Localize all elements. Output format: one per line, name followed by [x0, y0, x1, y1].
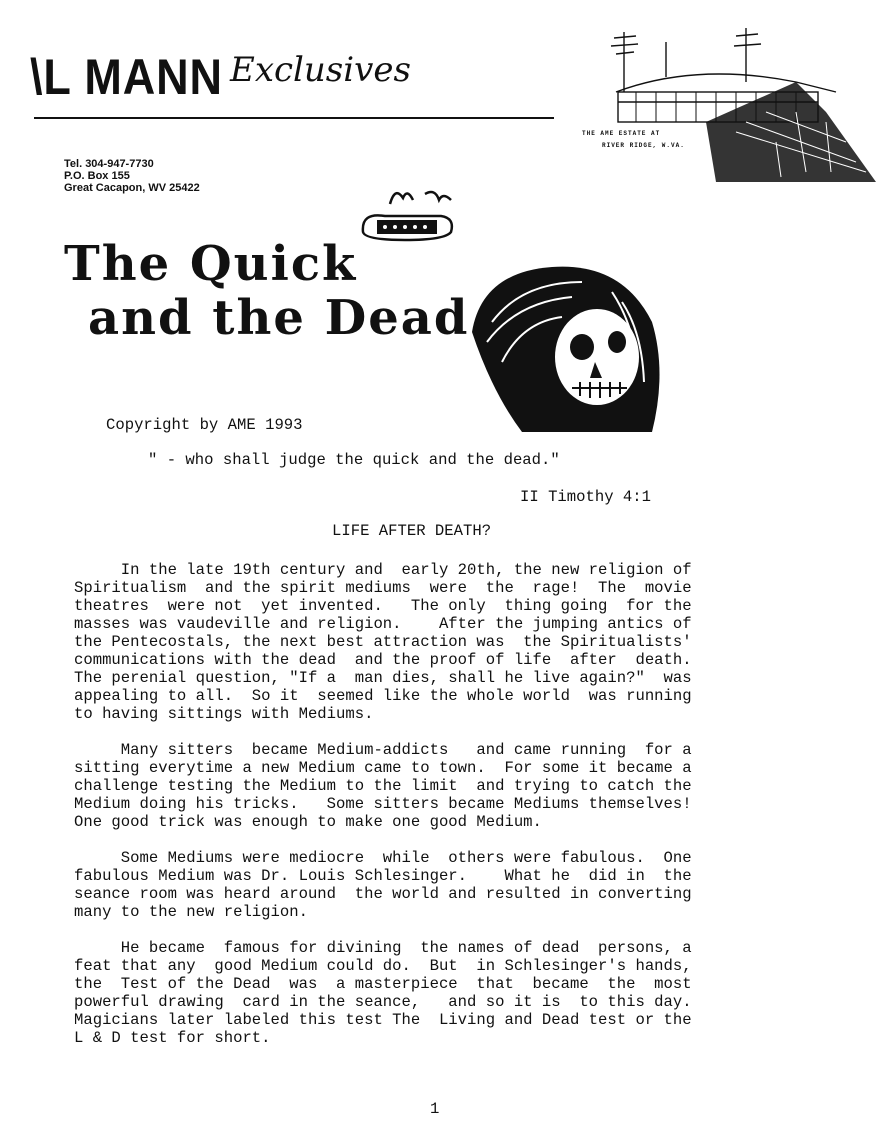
body-line: Some Mediums were mediocre while others were fabulous. One: [74, 849, 692, 867]
brand-script: Exclusives: [230, 50, 411, 90]
hand-ornament: [355, 182, 455, 252]
body-line: appealing to all. So it seemed like the whole world was running: [74, 687, 692, 705]
body-line: feat that any good Medium could do. But in Schlesinger's hands,: [74, 957, 692, 975]
section-heading: LIFE AFTER DEATH?: [332, 522, 492, 540]
body-line: many to the new religion.: [74, 903, 308, 921]
body-line: Many sitters became Medium-addicts and came running for a: [74, 741, 692, 759]
title-line-1: The Quick: [64, 236, 358, 292]
body-line: L & D test for short.: [74, 1029, 271, 1047]
contact-po-box: P.O. Box 155: [64, 170, 130, 182]
paragraph-gap: [74, 921, 692, 939]
header-rule: [34, 117, 554, 119]
estate-illustration: [596, 22, 876, 192]
estate-caption-line: THE AME ESTATE AT: [582, 130, 661, 137]
body-line: masses was vaudeville and religion. After the jumping antics of: [74, 615, 692, 633]
body-line: In the late 19th century and early 20th, the new religion of: [74, 561, 692, 579]
body-line: communications with the dead and the proof of life after death.: [74, 651, 692, 669]
epigraph-citation: II Timothy 4:1: [520, 488, 652, 506]
epigraph-quote: " - who shall judge the quick and the dead.": [148, 451, 560, 469]
body-line: the Test of the Dead was a masterpiece that became the most: [74, 975, 692, 993]
body-line: fabulous Medium was Dr. Louis Schlesinger. What he did in the: [74, 867, 692, 885]
body-line: sitting everytime a new Medium came to town. For some it became a: [74, 759, 692, 777]
paragraph-gap: [74, 831, 692, 849]
body-line: challenge testing the Medium to the limit and trying to catch the: [74, 777, 692, 795]
body-line: to having sittings with Mediums.: [74, 705, 374, 723]
body-line: He became famous for divining the names of dead persons, a: [74, 939, 692, 957]
body-line: One good trick was enough to make one good Medium.: [74, 813, 542, 831]
paragraph-gap: [74, 723, 692, 741]
estate-caption: [582, 128, 685, 152]
brand-logo: [30, 48, 411, 108]
contact-phone: Tel. 304-947-7730: [64, 158, 154, 170]
estate-caption-line: RIVER RIDGE, W.VA.: [602, 142, 685, 149]
brand-name: \L MANN: [30, 49, 223, 105]
body-line: powerful drawing card in the seance, and so it is to this day.: [74, 993, 692, 1011]
body-line: The perenial question, "If a man dies, shall he live again?" was: [74, 669, 692, 687]
body-line: the Pentecostals, the next best attraction was the Spiritualists': [74, 633, 692, 651]
page-number: 1: [430, 1100, 440, 1118]
skull-illustration: [462, 262, 672, 442]
contact-block: [64, 158, 200, 194]
body-line: Spiritualism and the spirit mediums were the rage! The movie: [74, 579, 692, 597]
body-line: Magicians later labeled this test The Living and Dead test or the: [74, 1011, 692, 1029]
body-text: [74, 561, 692, 1047]
body-line: theatres were not yet invented. The only thing going for the: [74, 597, 692, 615]
body-line: seance room was heard around the world and resulted in converting: [74, 885, 692, 903]
contact-address: Great Cacapon, WV 25422: [64, 182, 200, 194]
copyright-line: Copyright by AME 1993: [106, 416, 303, 434]
body-line: Medium doing his tricks. Some sitters became Mediums themselves!: [74, 795, 692, 813]
title-line-2: and the Dead: [88, 290, 470, 346]
